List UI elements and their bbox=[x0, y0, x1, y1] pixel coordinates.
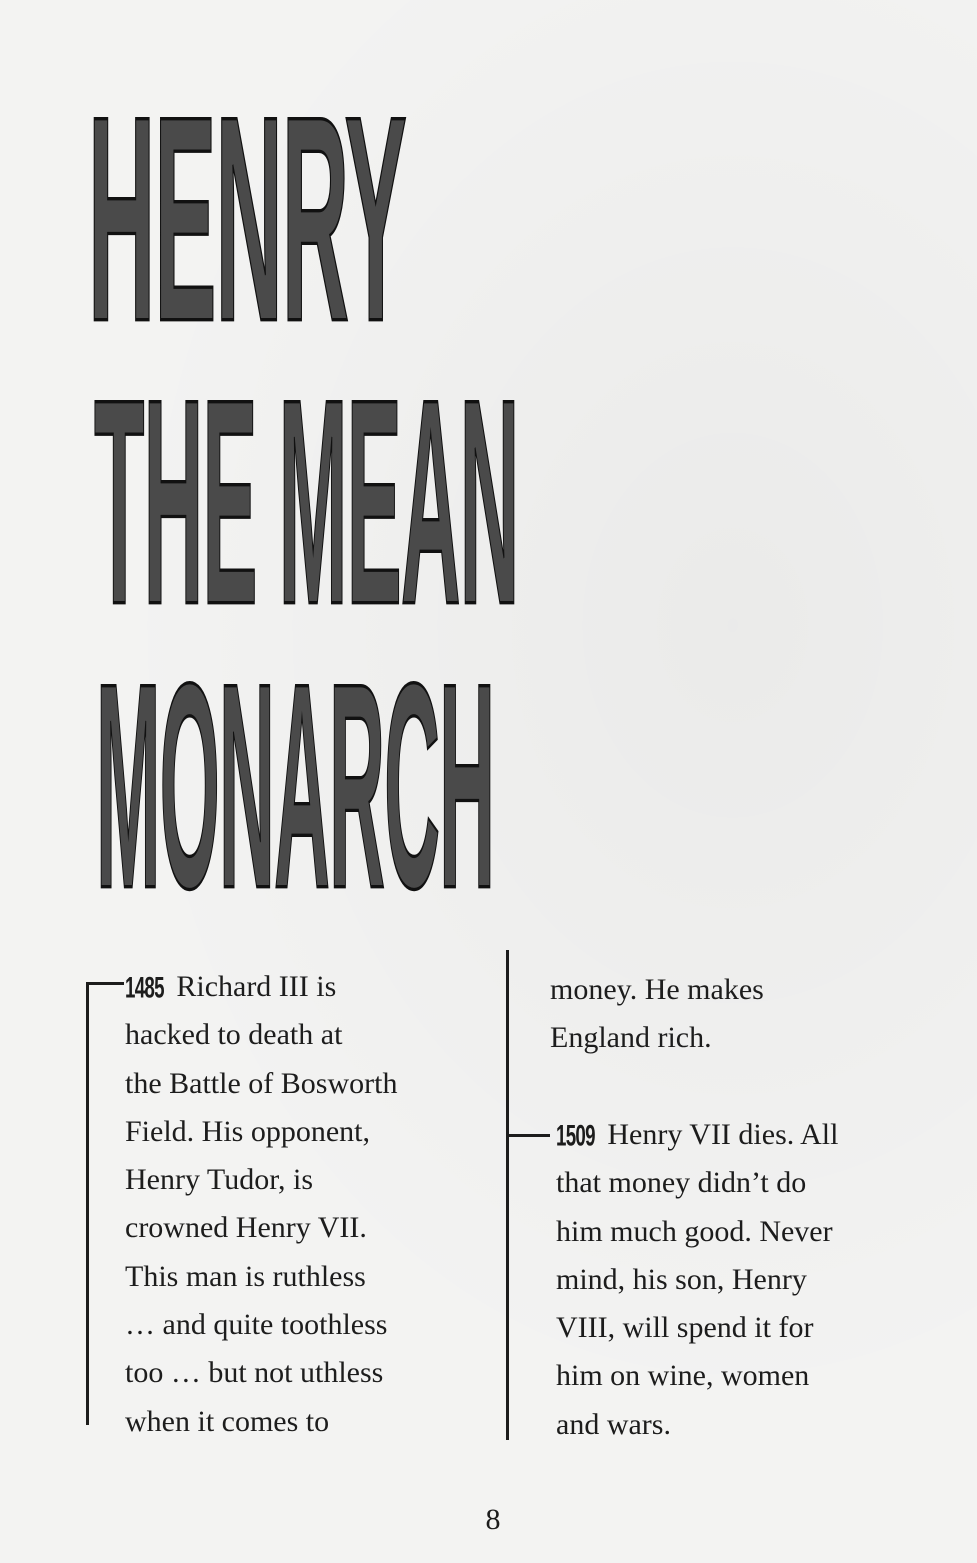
timeline-entry-line: 1485 Richard III is bbox=[125, 963, 470, 1011]
timeline-entry-1509 bbox=[556, 1111, 916, 1449]
timeline-entry-line: crowned Henry VII. bbox=[125, 1211, 367, 1245]
page-number: 8 bbox=[485, 1503, 501, 1536]
timeline-tick-1485 bbox=[86, 982, 124, 985]
timeline-entry-line: … and quite toothless bbox=[125, 1308, 388, 1342]
timeline-entry-line: Field. His opponent, bbox=[125, 1114, 370, 1148]
timeline-entry-line: him much good. Never bbox=[556, 1214, 833, 1248]
timeline-tick-1509 bbox=[506, 1134, 550, 1137]
timeline-entry-1485-continued bbox=[550, 966, 910, 1063]
chapter-title-line-1: HENRY bbox=[88, 57, 406, 383]
timeline-entry-line: when it comes to bbox=[125, 1404, 330, 1438]
timeline-entry-line: that money didn’t do bbox=[556, 1166, 807, 1200]
timeline-entry-line: money. He makes bbox=[550, 973, 764, 1006]
timeline-entry-line: him on wine, women bbox=[556, 1359, 810, 1393]
timeline-entry-line: mind, his son, Henry bbox=[556, 1262, 807, 1296]
timeline-entry-1485 bbox=[125, 963, 470, 1446]
chapter-title-line-2: THE MEAN bbox=[94, 340, 519, 666]
timeline-year: 1509 bbox=[556, 1117, 595, 1153]
chapter-title-line-3: MONARCH bbox=[96, 624, 495, 950]
timeline-entry-line: and wars. bbox=[556, 1407, 671, 1441]
timeline-rule-right bbox=[506, 950, 509, 1440]
timeline-rule-left bbox=[86, 982, 89, 1425]
timeline-entry-line: hacked to death at bbox=[125, 1018, 343, 1052]
timeline-year: 1485 bbox=[125, 969, 164, 1005]
timeline-entry-line: England rich. bbox=[550, 1021, 712, 1055]
timeline-entry-line: the Battle of Bosworth bbox=[125, 1066, 398, 1100]
timeline-entry-line: VIII, will spend it for bbox=[556, 1311, 814, 1345]
timeline-entry-line: This man is ruthless bbox=[125, 1259, 366, 1293]
timeline-entry-line: 1509 Henry VII dies. All bbox=[556, 1111, 916, 1159]
timeline-entry-line: Henry Tudor, is bbox=[125, 1163, 313, 1197]
timeline-entry-line: too … but not uthless bbox=[125, 1356, 384, 1390]
